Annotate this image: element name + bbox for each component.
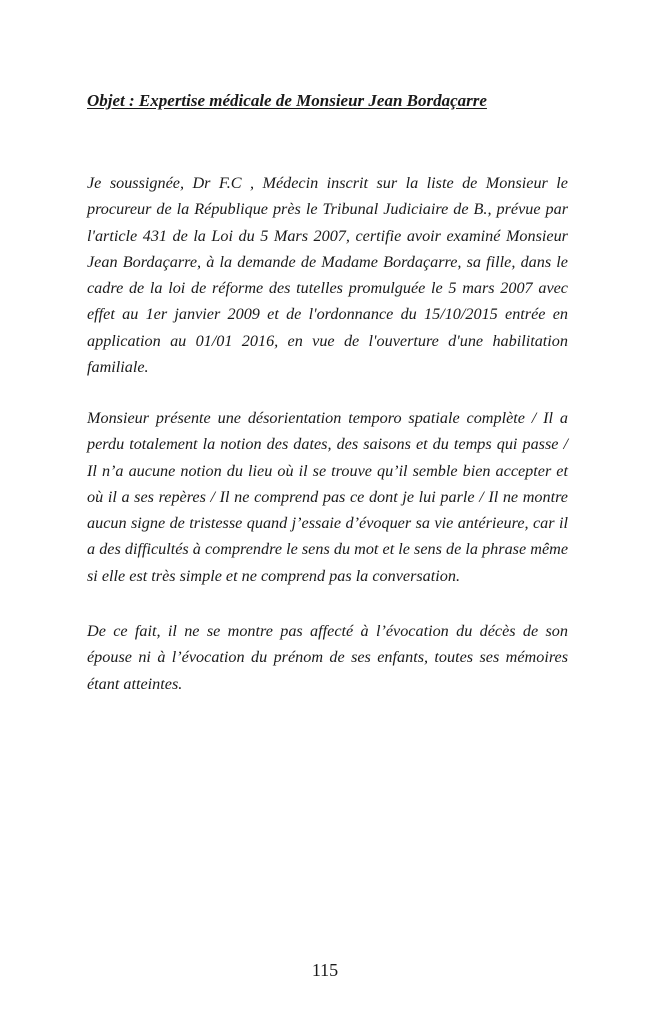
paragraph-conclusion: De ce fait, il ne se montre pas affecté à l’évocation du décès de son épouse ni à l’évocation du prénom de ses enfants, toutes ses mémoires étant atteintes. <box>87 622 568 693</box>
paragraph-observations: Monsieur présente une désorientation temporo spatiale complète / Il a perdu totalement la notion des dates, des saisons et du temps qui passe / Il n’a aucune notion du lieu où il se trouve qu’il semble bien accepter et où il a ses repères / Il ne comprend pas ce dont je lui parle / Il ne montre aucun signe de tristesse quand j’essaie d’évoquer sa vie antérieure, car il a des difficultés à comprendre le sens du mot et le sens de la phrase même si elle est très simple et ne comprend pas la conversation. <box>87 409 568 585</box>
paragraph-certification: Je soussignée, Dr F.C , Médecin inscrit sur la liste de Monsieur le procureur de la République près le Tribunal Judiciaire de B., prévue par l'article 431 de la Loi du 5 Mars 2007, certifie avoir examiné Monsieur Jean Bordaçarre, à la demande de Madame Bordaçarre, sa fille, dans le cadre de la loi de réforme des tutelles promulguée le 5 mars 2007 avec effet au 1er janvier 2009 et de l'ordonnance du 15/10/2015 entrée en application au 01/01 2016, en vue de l'ouverture d'une habilitation familiale. <box>87 174 568 377</box>
page-number: 115 <box>311 960 339 980</box>
subject-heading: Objet : Expertise médicale de Monsieur Jean Bordaçarre <box>87 91 487 110</box>
